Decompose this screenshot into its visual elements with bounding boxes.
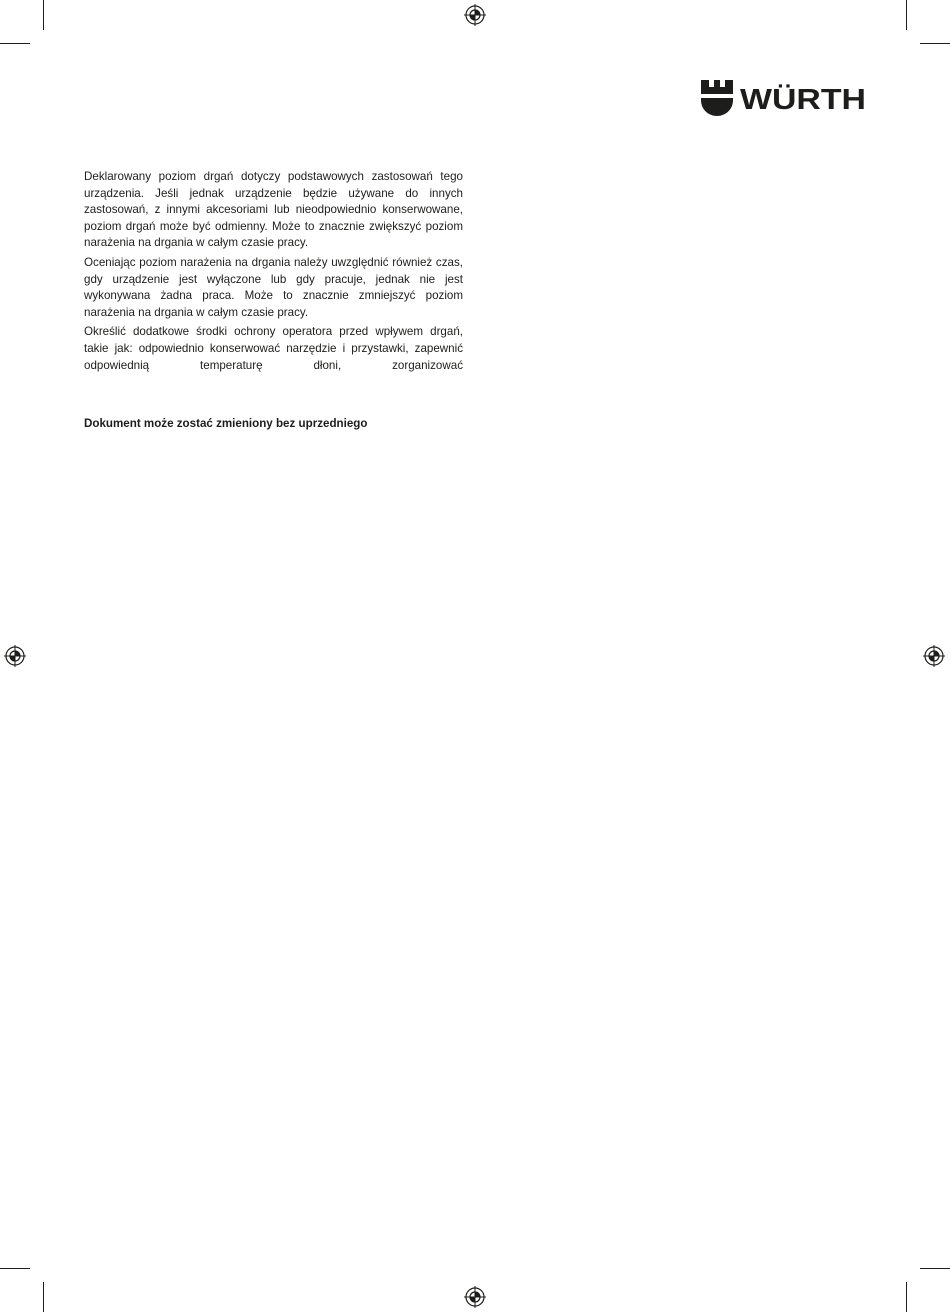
registration-crosshair-icon [464, 4, 486, 26]
crop-mark-bottom-left-vertical [43, 1282, 44, 1312]
crop-mark-bottom-right-horizontal [920, 1268, 950, 1269]
wurth-logo [700, 79, 868, 117]
crop-mark-top-left-vertical [43, 0, 44, 30]
brand-wordmark: WÜRTH [740, 84, 848, 116]
registration-crosshair-icon [464, 1286, 486, 1308]
registration-crosshair-icon [4, 645, 26, 667]
registration-crosshair-icon [923, 645, 945, 667]
paragraph-protective-measures: Określić dodatkowe środki ochrony operatora przed wpływem drgań, takie jak: odpowiednio konserwować narzędzie i przystawki, zapewnić odpowiednią temperaturę dłoni, zorganizować [84, 325, 463, 372]
paragraph-exposure-assessment: Oceniając poziom narażenia na drgania należy uwzględnić również czas, gdy urządzenie jest wyłączone lub gdy pracuje, jednak nie jest wykonywana żadna praca. Może to znacznie zmniejszyć poziom narażenia na drgania w całym czasie pracy. [84, 255, 463, 319]
crop-mark-top-right-vertical [906, 0, 907, 30]
paragraph-declared-vibration: Deklarowany poziom drgań dotyczy podstawowych zastosowań tego urządzenia. Jeśli jednak urządzenie będzie używane do innych zastosowań, z innymi akcesoriami lub nieodpowiednio konserwowane, poziom drgań może być odmienny. Może to znacznie zwiększyć poziom narażenia na drgania w całym czasie pracy. [84, 170, 463, 250]
crop-mark-bottom-right-vertical [906, 1282, 907, 1312]
change-notice: Dokument może zostać zmieniony bez uprzedniego [84, 417, 368, 430]
crop-mark-top-right-horizontal [920, 43, 950, 44]
crop-mark-bottom-left-horizontal [0, 1268, 30, 1269]
vibration-instructions [84, 169, 463, 377]
wurth-shield-icon [701, 80, 733, 116]
crop-mark-top-left-horizontal [0, 43, 30, 44]
